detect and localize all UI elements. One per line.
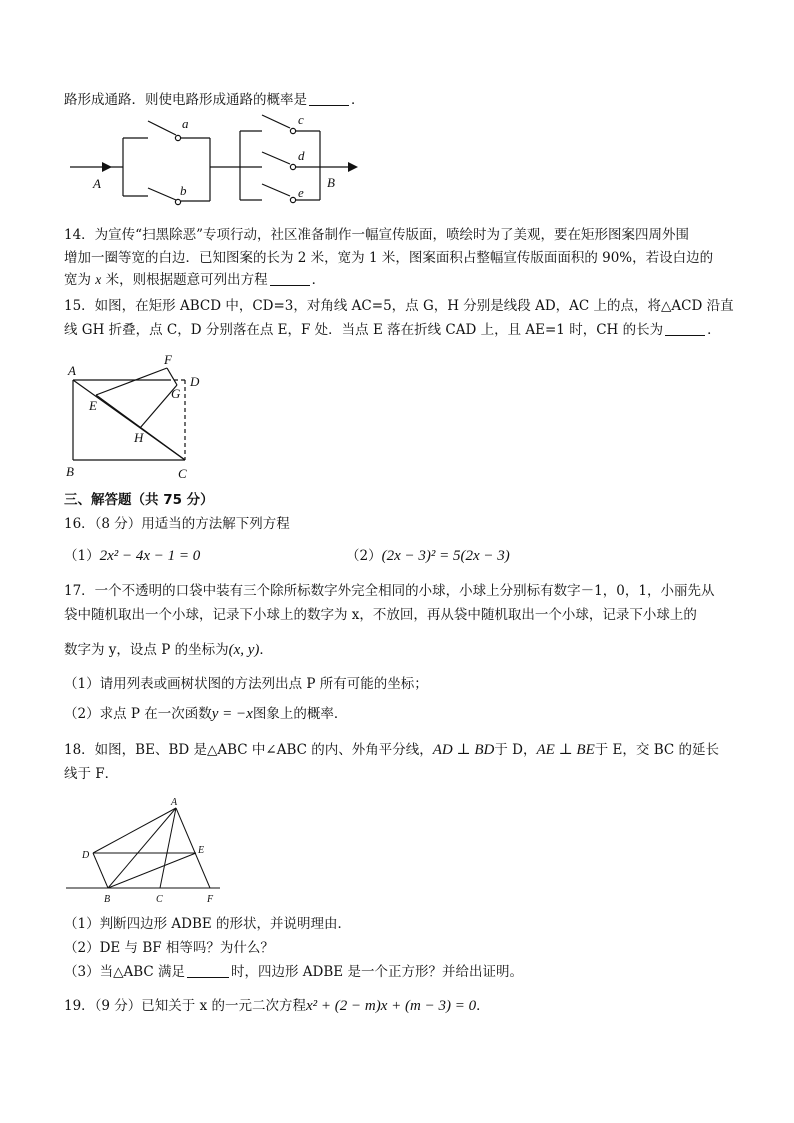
- q14-end: ．: [311, 272, 326, 288]
- q17-function: y = −x: [211, 706, 253, 722]
- q18-answer-blank[interactable]: [187, 963, 229, 978]
- fig15-label-C: C: [178, 466, 187, 481]
- q19-text-a: 19．（9 分）已知关于 x 的一元二次方程: [64, 998, 307, 1014]
- q17-point-P: (x, y): [228, 642, 260, 658]
- label-b: b: [180, 183, 187, 198]
- fig18-label-C: C: [156, 894, 163, 905]
- fig15-label-H: H: [134, 430, 144, 445]
- q18-part3: [64, 962, 523, 982]
- q18-line1-c: 于 E，交 BC 的延长: [594, 742, 719, 758]
- q18-part2: （2）DE 与 BF 相等吗？为什么？: [64, 940, 274, 956]
- q15-line2-a: 线 GH 折叠，点 C，D 分别落在点 E，F 处．当点 E 落在折线 CAD 上，且 AE=1 时，CH 的长为: [64, 322, 664, 338]
- q14-line1: 14．为宣传“扫黑除恶”专项行动，社区准备制作一幅宣传版面，喷绘时为了美观，要在矩形图案四周外围: [64, 227, 689, 243]
- q18-p3-b: 时，四边形 ADBE 是一个正方形？并给出证明。: [231, 964, 523, 980]
- q15-line1: 15．如图，在矩形 ABCD 中，CD=3，对角线 AC=5，点 G，H 分别是线段 AD，AC 上的点，将△ACD 沿直: [64, 298, 734, 314]
- q17-line1: 17．一个不透明的口袋中装有三个除所标数字外完全相同的小球，小球上分别标有数字－1，0，1，小丽先从: [64, 583, 715, 599]
- q16-stem: 16．（8 分）用适当的方法解下列方程: [64, 516, 290, 532]
- q17-line2: 袋中随机取出一个小球，记录下小球上的数字为 x，不放回，再从袋中随机取出一个小球，记录下小球上的: [64, 607, 697, 623]
- q17-p2-b: 图象上的概率．: [252, 706, 348, 722]
- side-AC: [160, 808, 176, 888]
- label-a: a: [182, 116, 189, 131]
- fig15-label-E: E: [89, 398, 97, 413]
- q16-p1-equation: 2x² − 4x − 1 = 0: [99, 548, 201, 564]
- fig18-label-B: B: [104, 894, 111, 905]
- q14-line3-b: 米，则根据题意可列出方程: [105, 272, 268, 288]
- segment-DB: [93, 853, 108, 888]
- q18-line1-b: 于 D，: [494, 742, 537, 758]
- q19-text: [64, 996, 490, 1016]
- q17-part1: （1）请用列表或画树状图的方法列出点 P 所有可能的坐标；: [64, 676, 428, 692]
- q19-equation: x² + (2 − m)x + (m − 3) = 0: [306, 998, 477, 1014]
- q19-end: ．: [476, 998, 490, 1014]
- q17-line3-end: ．: [259, 642, 273, 658]
- q16-p2-label: （2）: [346, 548, 382, 564]
- segment-BE: [108, 853, 196, 888]
- fig15-label-F: F: [164, 352, 172, 367]
- section3-title: 三、解答题（共 75 分）: [64, 492, 214, 508]
- q18-perp-AD-BD: AD ⊥ BD: [432, 742, 495, 758]
- label-A-node: A: [93, 176, 101, 191]
- fig18-label-F: F: [207, 894, 214, 905]
- q16-p2-equation: (2x − 3)² = 5(2x − 3): [381, 548, 510, 564]
- fig15-label-B: B: [66, 464, 74, 479]
- q18-p3-a: （3）当△ABC 满足: [64, 964, 186, 980]
- q17-line3-a: 数字为 y，设点 P 的坐标为: [64, 642, 229, 658]
- q18-line2: 线于 F．: [64, 766, 119, 782]
- q13-tail: 路形成通路．则使电路形成通路的概率是: [64, 92, 307, 108]
- q18-perp-AE-BE: AE ⊥ BE: [536, 742, 595, 758]
- fig18-label-A: A: [171, 797, 178, 808]
- fig15-label-D: D: [190, 374, 200, 389]
- label-d: d: [298, 148, 305, 163]
- side-AB: [108, 808, 176, 888]
- q15-end: ．: [707, 322, 721, 338]
- fig15-label-G: G: [171, 386, 181, 401]
- label-c: c: [298, 112, 304, 127]
- q17-p2-a: （2）求点 P 在一次函数: [64, 706, 212, 722]
- fig18-label-E: E: [198, 845, 205, 856]
- q14-line2: 增加一圈等宽的白边．已知图案的长为 2 米，宽为 1 米，图案面积占整幅宣传版面面积的 90%，若设白边的: [64, 250, 714, 266]
- q16-p1-label: （1）: [64, 548, 100, 564]
- q14-var-x: x: [95, 272, 102, 287]
- q18-part1: （1）判断四边形 ADBE 的形状，并说明理由．: [64, 916, 352, 932]
- label-e: e: [298, 185, 304, 200]
- segment-AD: [93, 808, 176, 853]
- fig15-label-A: A: [68, 363, 76, 378]
- q14-line3-a: 宽为: [64, 272, 91, 288]
- q13-end: ．: [351, 92, 365, 108]
- label-B-node: B: [327, 175, 335, 190]
- fig18-label-D: D: [82, 850, 90, 861]
- q18-line1-a: 18．如图，BE、BD 是△ABC 中∠ABC 的内、外角平分线，: [64, 742, 433, 758]
- segment-AF: [176, 808, 210, 888]
